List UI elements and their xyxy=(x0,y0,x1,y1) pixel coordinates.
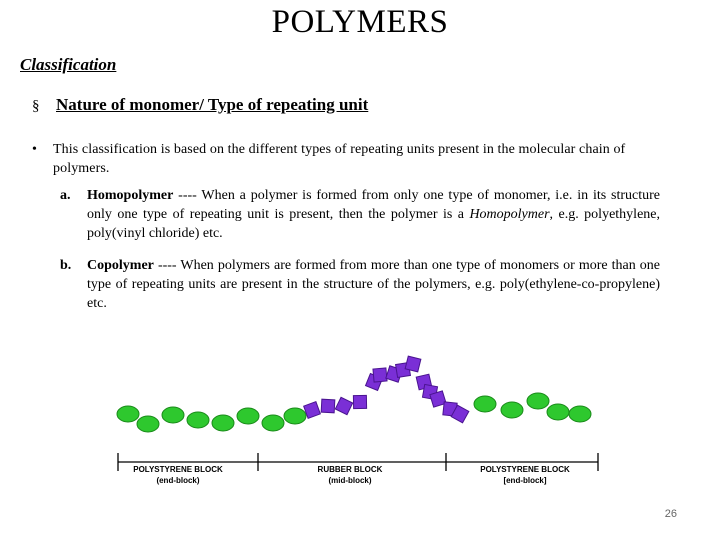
rubber-bead xyxy=(321,399,335,413)
section-heading: Classification xyxy=(20,55,117,74)
styrene-bead xyxy=(284,408,306,424)
styrene-bead xyxy=(474,396,496,412)
styrene-bead xyxy=(137,416,159,432)
rubber-bead xyxy=(353,395,366,408)
block-label-polystyrene-right: POLYSTYRENE BLOCK xyxy=(480,465,570,474)
dot-bullet-text: This classification is based on the different types of repeating units present in the molecular chain of polymers. xyxy=(53,142,626,176)
styrene-bead xyxy=(262,415,284,431)
list-item-homopolymer xyxy=(60,186,660,243)
list-item-italic: Homopolymer xyxy=(469,207,550,222)
block-sub-polystyrene-right: [end-block] xyxy=(503,476,547,485)
list-item-text-after: , e.g. polyethylene, poly(vinyl chloride) etc. xyxy=(87,207,660,241)
list-item-term: Copolymer xyxy=(87,258,154,273)
list-item-marker: a. xyxy=(60,188,71,203)
styrene-bead xyxy=(501,402,523,418)
page-number: 26 xyxy=(664,508,677,520)
styrene-bead xyxy=(117,406,139,422)
block-copolymer-diagram xyxy=(110,352,610,492)
styrene-bead xyxy=(237,408,259,424)
square-bullet-icon: § xyxy=(32,98,40,114)
slide-title: POLYMERS xyxy=(271,4,449,40)
square-bullet xyxy=(32,95,368,115)
list-item-text: ---- When a polymer is formed from only one type of monomer, i.e. in its structure only one type of repeating unit is present, then the polymer is a xyxy=(87,188,660,222)
block-sub-rubber: (mid-block) xyxy=(328,476,372,485)
styrene-bead xyxy=(212,415,234,431)
rubber-bead xyxy=(335,397,352,414)
polymer-chain xyxy=(117,356,591,432)
styrene-bead xyxy=(569,406,591,422)
list-item-text: ---- When polymers are formed from more than one type of monomers or more than one type of repeating units are present in the structure of the polymers, e.g. poly(ethylene-co-propylene) etc. xyxy=(87,258,660,311)
list-item-term: Homopolymer xyxy=(87,188,174,203)
block-sub-polystyrene-left: (end-block) xyxy=(156,476,200,485)
dot-bullet xyxy=(32,140,682,178)
list-item-body xyxy=(87,256,660,313)
list-item-copolymer xyxy=(60,256,660,313)
dot-bullet-icon: • xyxy=(32,142,37,157)
list-item-marker: b. xyxy=(60,258,72,273)
styrene-bead xyxy=(547,404,569,420)
square-bullet-text: Nature of monomer/ Type of repeating unit xyxy=(56,95,369,114)
block-label-polystyrene-left: POLYSTYRENE BLOCK xyxy=(133,465,223,474)
styrene-bead xyxy=(527,393,549,409)
rubber-bead xyxy=(405,356,421,372)
list-item-body xyxy=(87,186,660,243)
block-label-rubber: RUBBER BLOCK xyxy=(317,465,383,474)
styrene-bead xyxy=(162,407,184,423)
styrene-bead xyxy=(187,412,209,428)
rubber-bead xyxy=(373,368,387,382)
